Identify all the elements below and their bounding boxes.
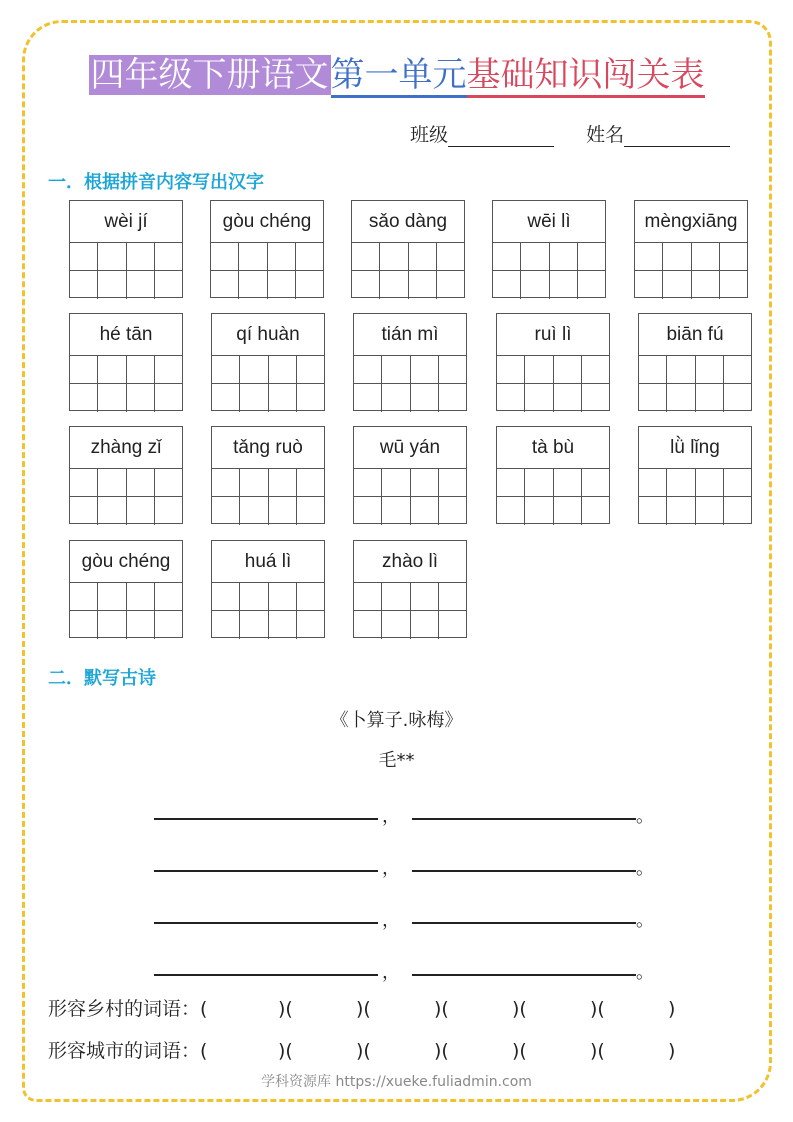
writing-cell[interactable] [382,469,410,525]
writing-cell[interactable] [212,356,240,412]
writing-cell[interactable] [411,469,439,525]
writing-cell[interactable] [98,356,126,412]
section1-heading: 一．根据拼音内容写出汉字 [48,172,264,193]
pinyin-box [69,426,183,524]
writing-cell[interactable] [240,356,268,412]
pinyin-label: ruì lì [497,314,609,356]
name-field[interactable] [624,126,730,147]
pinyin-box [496,426,610,524]
name-label: 姓名 [586,124,625,146]
student-info [410,120,730,147]
poem-blank[interactable] [412,922,636,924]
pinyin-label: gòu chéng [211,201,323,243]
pinyin-box [210,200,324,298]
pinyin-box [351,200,465,298]
pinyin-box [492,200,606,298]
poem-comma: ， [382,858,400,879]
writing-cell[interactable] [667,469,695,525]
poem-blank[interactable] [154,974,378,976]
writing-cell[interactable] [352,243,380,299]
poem-author: 毛** [378,750,415,771]
writing-cell[interactable] [525,356,553,412]
writing-cell[interactable] [240,469,268,525]
pinyin-label: mèngxiāng [635,201,747,243]
urban-parens[interactable] [200,1040,675,1062]
poem-comma: ， [382,806,400,827]
paren-sep: )( [278,1040,293,1062]
pinyin-label: lǜ lǐng [639,427,751,469]
paren-sep: )( [512,998,527,1020]
paren-close: ) [668,1040,676,1062]
pinyin-box [69,200,183,298]
writing-cell[interactable] [411,583,439,639]
poem-blank[interactable] [154,870,378,872]
poem-line [154,894,654,931]
pinyin-box [69,540,183,638]
paren-sep: )( [434,998,449,1020]
writing-cell[interactable] [380,243,408,299]
paren-close: ) [668,998,676,1020]
writing-cell[interactable] [582,356,609,412]
writing-cell[interactable] [720,243,747,299]
writing-cell[interactable] [155,243,182,299]
pinyin-label: tián mì [354,314,466,356]
class-field[interactable] [448,126,554,147]
writing-cell[interactable] [696,469,724,525]
writing-cell[interactable] [240,583,268,639]
rural-parens[interactable] [200,998,675,1020]
writing-cell[interactable] [493,243,521,299]
section2-heading: 二．默写古诗 [48,668,156,689]
writing-cell[interactable] [155,356,182,412]
writing-cell[interactable] [155,469,182,525]
writing-cell[interactable] [297,469,324,525]
poem-blank[interactable] [412,974,636,976]
pinyin-label: zhàng zǐ [70,427,182,469]
pinyin-label: hé tān [70,314,182,356]
pinyin-box [638,313,752,411]
writing-cell[interactable] [439,583,466,639]
writing-cell[interactable] [554,469,582,525]
writing-cell[interactable] [354,583,382,639]
writing-cell[interactable] [550,243,578,299]
poem-blank[interactable] [412,818,636,820]
poem-comma: ， [382,910,400,931]
poem-blank[interactable] [154,818,378,820]
title-grade: 四年级下册语文 [90,55,329,95]
writing-cell[interactable] [692,243,720,299]
pinyin-box [496,313,610,411]
writing-cell[interactable] [211,243,239,299]
writing-cell[interactable] [70,583,98,639]
poem-line [154,946,654,983]
writing-cell[interactable] [497,469,525,525]
writing-cell[interactable] [127,583,155,639]
paren-sep: )( [356,998,371,1020]
writing-cell[interactable] [409,243,437,299]
writing-cell[interactable] [70,356,98,412]
writing-cell[interactable] [411,356,439,412]
pinyin-label: wèi jí [70,201,182,243]
writing-cell[interactable] [269,583,297,639]
paren-sep: )( [590,1040,605,1062]
pinyin-box [353,313,467,411]
paren-sep: )( [512,1040,527,1062]
title-unit: 第一单元 [331,55,467,98]
writing-cell[interactable] [297,583,324,639]
writing-cell[interactable] [521,243,549,299]
writing-cell[interactable] [269,469,297,525]
pinyin-box [69,313,183,411]
urban-words-row [48,1036,675,1063]
pinyin-label: sǎo dàng [352,201,464,243]
writing-cell[interactable] [212,583,240,639]
page-title [0,48,793,102]
poem-period: 。 [636,806,654,827]
writing-cell[interactable] [127,469,155,525]
writing-cell[interactable] [296,243,323,299]
pinyin-box [211,313,325,411]
writing-cell[interactable] [497,356,525,412]
writing-cell[interactable] [98,583,126,639]
writing-cell[interactable] [439,469,466,525]
pinyin-label: qí huàn [212,314,324,356]
writing-cell[interactable] [437,243,464,299]
paren-sep: )( [356,1040,371,1062]
poem-period: 。 [636,910,654,931]
writing-cell[interactable] [667,356,695,412]
class-label: 班级 [410,124,449,146]
writing-cell[interactable] [127,356,155,412]
writing-cell[interactable] [239,243,267,299]
pinyin-label: tà bù [497,427,609,469]
writing-cell[interactable] [724,469,751,525]
pinyin-label: wū yán [354,427,466,469]
pinyin-label: gòu chéng [70,541,182,583]
pinyin-box [353,426,467,524]
writing-cell[interactable] [639,469,667,525]
writing-cell[interactable] [354,356,382,412]
writing-cell[interactable] [439,356,466,412]
poem-period: 。 [636,962,654,983]
writing-cell[interactable] [525,469,553,525]
poem-line [154,790,654,827]
writing-cell[interactable] [155,583,182,639]
poem-title: 《卜算子.咏梅》 [330,710,463,731]
paren-open: ( [200,998,208,1020]
poem-comma: ， [382,962,400,983]
writing-cell[interactable] [212,469,240,525]
writing-cell[interactable] [639,356,667,412]
writing-cell[interactable] [382,356,410,412]
paren-sep: )( [590,998,605,1020]
writing-cell[interactable] [297,356,324,412]
pinyin-label: zhào lì [354,541,466,583]
writing-cell[interactable] [98,469,126,525]
writing-cell[interactable] [382,583,410,639]
writing-cell[interactable] [582,469,609,525]
urban-label: 形容城市的词语： [48,1040,201,1062]
pinyin-label: biān fú [639,314,751,356]
paren-sep: )( [434,1040,449,1062]
writing-cell[interactable] [354,469,382,525]
rural-words-row [48,994,675,1021]
poem-blank[interactable] [154,922,378,924]
paren-open: ( [200,1040,208,1062]
title-subject: 基础知识闯关表 [467,55,705,98]
poem-line [154,842,654,879]
footer-watermark: 学科资源库 https://xueke.fuliadmin.com [261,1074,532,1090]
pinyin-box [353,540,467,638]
writing-cell[interactable] [663,243,691,299]
pinyin-label: wēi lì [493,201,605,243]
writing-cell[interactable] [127,243,155,299]
writing-cell[interactable] [554,356,582,412]
writing-cell[interactable] [635,243,663,299]
poem-period: 。 [636,858,654,879]
writing-cell[interactable] [98,243,126,299]
poem-blank[interactable] [412,870,636,872]
paren-sep: )( [278,998,293,1020]
writing-cell[interactable] [269,356,297,412]
rural-label: 形容乡村的词语： [48,998,201,1020]
pinyin-box [211,426,325,524]
pinyin-box [638,426,752,524]
writing-cell[interactable] [696,356,724,412]
writing-cell[interactable] [578,243,605,299]
writing-cell[interactable] [724,356,751,412]
pinyin-box [634,200,748,298]
writing-cell[interactable] [268,243,296,299]
writing-cell[interactable] [70,243,98,299]
pinyin-label: huá lì [212,541,324,583]
pinyin-box [211,540,325,638]
pinyin-label: tǎng ruò [212,427,324,469]
writing-cell[interactable] [70,469,98,525]
